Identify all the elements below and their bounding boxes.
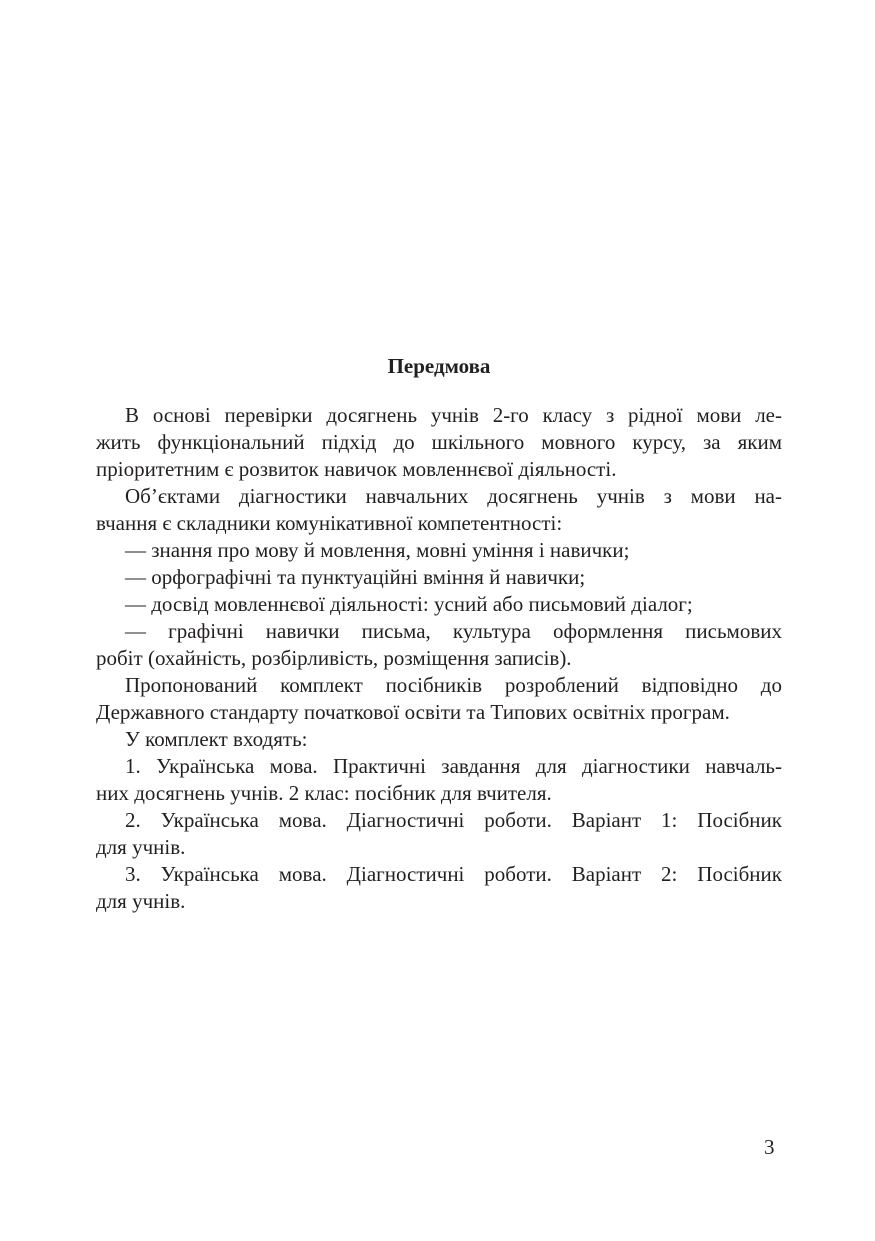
preface-body	[96, 402, 782, 915]
text-line: робіт (охайність, розбірливість, розміщення записів).	[96, 646, 572, 670]
page-title: Передмова	[387, 354, 491, 378]
text-line: Державного стандарту початкової освіти та Типових освітніх програм.	[96, 700, 730, 724]
text-line: жить функціональний підхід до шкільного мовного курсу, за яким	[96, 430, 782, 454]
text-line: вчання є складники комунікативної компетентності:	[96, 511, 563, 535]
list-item: 3. Українська мова. Діагностичні роботи. Варіант 2: Посібник	[125, 862, 782, 886]
text-line: для учнів.	[96, 835, 186, 859]
text-line: Пропонований комплект посібників розроблений відповідно до	[125, 673, 782, 697]
list-item: — графічні навички письма, культура оформлення письмових	[125, 619, 782, 643]
list-item: — орфографічні та пунктуаційні вміння й навички;	[125, 565, 586, 589]
text-line: пріоритетним є розвиток навичок мовленнєвої діяльності.	[96, 457, 617, 481]
list-item: 1. Українська мова. Практичні завдання для діагностики навчаль-	[125, 754, 782, 778]
list-item: — знання про мову й мовлення, мовні уміння і навички;	[125, 538, 630, 562]
list-item: — досвід мовленнєвої діяльності: усний або письмовий діалог;	[125, 592, 693, 616]
page-number: 3	[764, 1135, 775, 1159]
text-line: У комплект входять:	[125, 727, 308, 751]
text-line: для учнів.	[96, 889, 186, 913]
list-item: 2. Українська мова. Діагностичні роботи. Варіант 1: Посібник	[125, 808, 782, 832]
text-line: В основі перевірки досягнень учнів 2-го класу з рідної мови ле-	[125, 403, 782, 427]
text-line: них досягнень учнів. 2 клас: посібник для вчителя.	[96, 781, 552, 805]
text-line: Об’єктами діагностики навчальних досягнень учнів з мови на-	[125, 484, 782, 508]
